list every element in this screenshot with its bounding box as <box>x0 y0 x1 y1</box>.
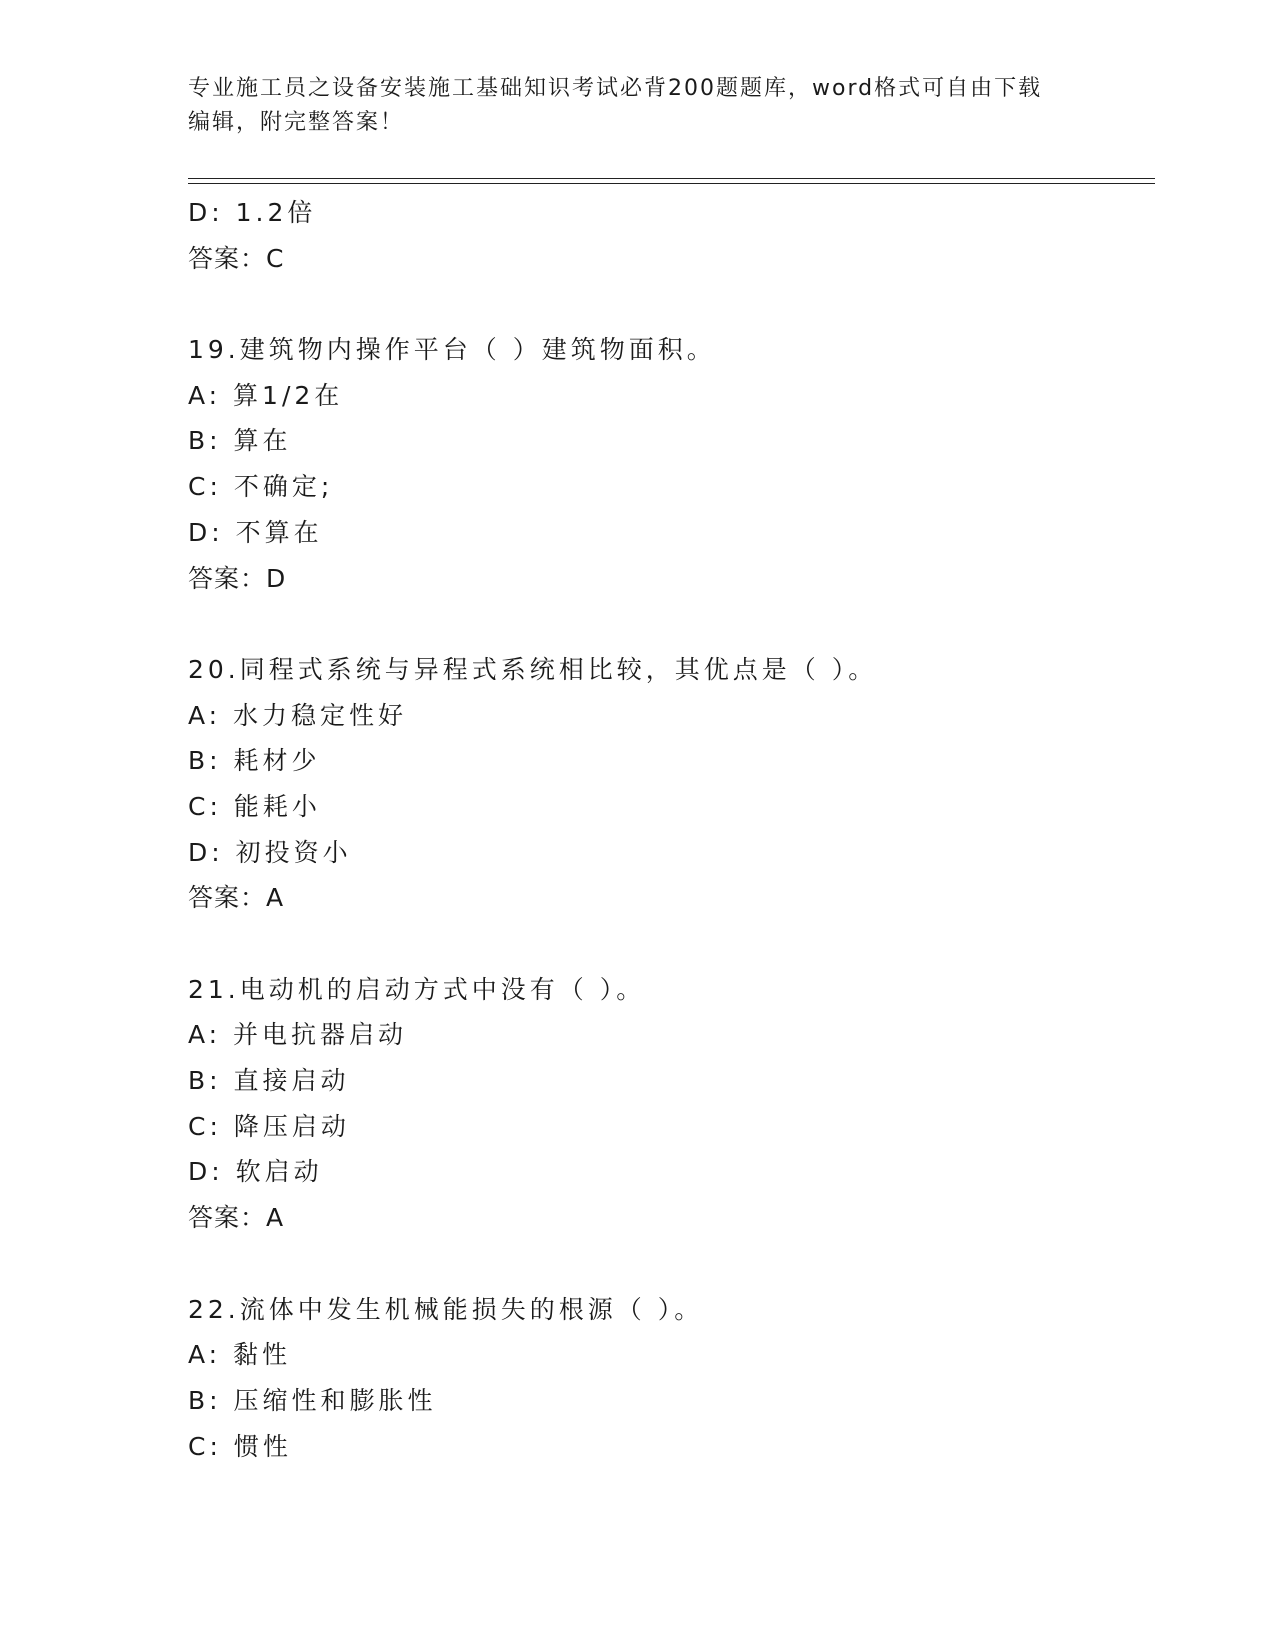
question-stem: 19.建筑物内操作平台（ ）建筑物面积。 <box>188 335 716 365</box>
question-21 <box>188 967 1155 1241</box>
option-d: D: 1.2倍 <box>188 198 317 227</box>
spacer <box>188 1241 1155 1287</box>
spacer <box>188 601 1155 647</box>
option-c: C: 降压启动 <box>188 1111 350 1141</box>
option-a: A: 水力稳定性好 <box>188 700 408 730</box>
option-b: B: 压缩性和膨胀性 <box>188 1385 437 1415</box>
answer: 答案：A <box>188 1203 285 1233</box>
option-a: A: 并电抗器启动 <box>188 1020 408 1050</box>
document-header <box>188 72 1088 140</box>
option-a: A: 黏性 <box>188 1340 292 1370</box>
question-22 <box>188 1287 1155 1470</box>
option-a: A: 算1/2在 <box>188 380 344 410</box>
question-stem: 22.流体中发生机械能损失的根源（ ）。 <box>188 1294 704 1324</box>
question-19 <box>188 327 1155 601</box>
question-stem: 21.电动机的启动方式中没有（ ）。 <box>188 974 646 1004</box>
question-stem: 20.同程式系统与异程式系统相比较，其优点是（ ）。 <box>188 654 878 684</box>
header-divider-bottom <box>188 183 1155 184</box>
option-c: C: 能耗小 <box>188 791 321 821</box>
option-d: D: 初投资小 <box>188 837 352 867</box>
answer: 答案：A <box>188 883 285 913</box>
header-title-line-1: 专业施工员之设备安装施工基础知识考试必背200题题库，word格式可自由下载 <box>188 76 1043 101</box>
option-b: B: 算在 <box>188 426 292 456</box>
answer: 答案：C <box>188 243 285 273</box>
spacer <box>188 921 1155 967</box>
option-d: D: 软启动 <box>188 1157 323 1187</box>
option-c: C: 不确定; <box>188 472 334 502</box>
spacer <box>188 281 1155 327</box>
header-divider-top <box>188 178 1155 179</box>
question-list <box>188 190 1155 1469</box>
header-title-line-2: 编辑，附完整答案！ <box>188 110 405 135</box>
option-b: B: 耗材少 <box>188 746 321 776</box>
option-d: D: 不算在 <box>188 517 323 547</box>
option-b: B: 直接启动 <box>188 1066 350 1096</box>
option-c: C: 惯性 <box>188 1431 292 1461</box>
answer: 答案：D <box>188 563 287 593</box>
question-20 <box>188 647 1155 921</box>
